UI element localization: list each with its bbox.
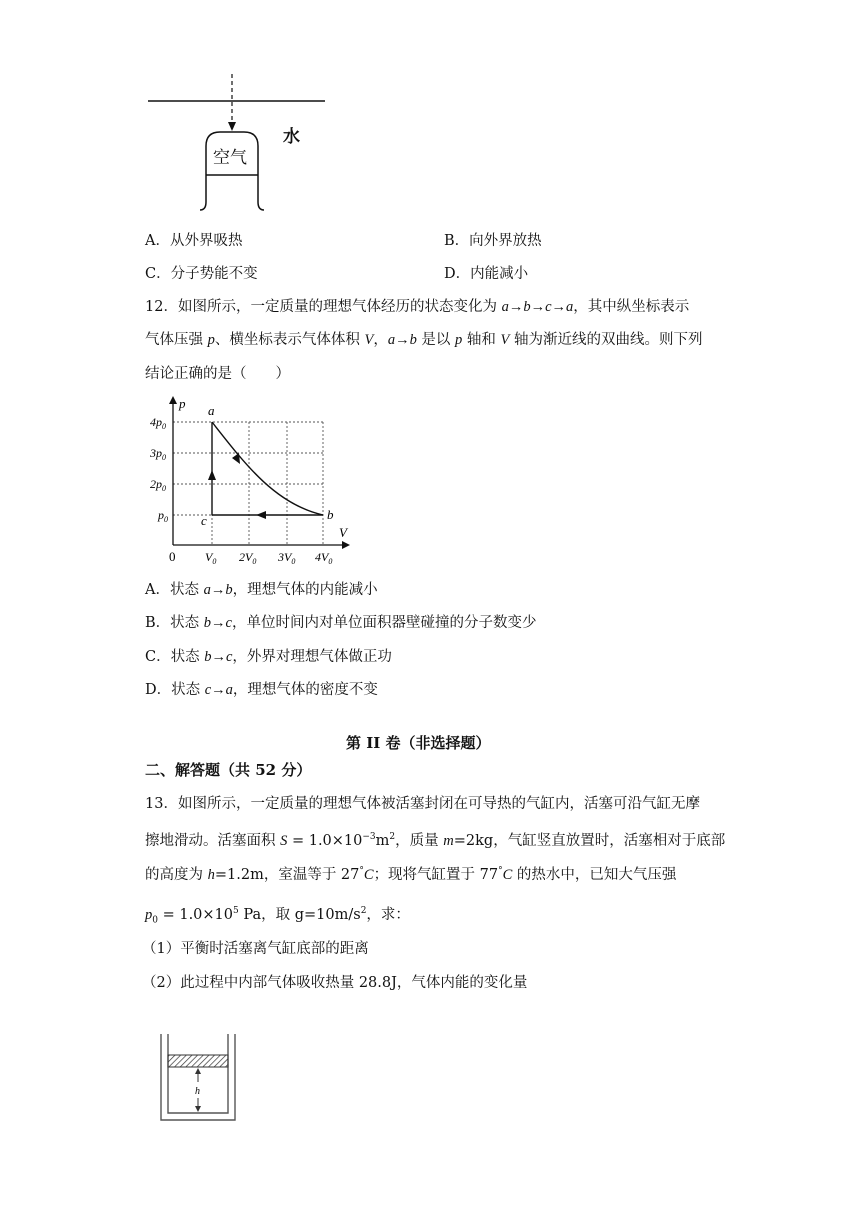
y-tick-2p0: $2p_0$ <box>150 477 166 493</box>
q12-line-2 <box>145 330 702 350</box>
q13-text: 的高度为 <box>145 866 208 883</box>
q13-text: ，求： <box>366 906 410 923</box>
x-tick-v0: $V_0$ <box>205 550 217 566</box>
height-label: h <box>195 1086 200 1097</box>
option-text: B．状态 <box>145 615 204 631</box>
option-text: ，单位时间内对单位面积器壁碰撞的分子数变少 <box>231 615 537 631</box>
a-to-b-arrow <box>232 453 240 464</box>
option-text: ，理想气体的密度不变 <box>232 682 378 698</box>
q11-option-d: D．内能减小 <box>444 266 529 282</box>
q13-line-3 <box>145 861 676 885</box>
q13-var: S <box>280 832 288 849</box>
q11-option-b: B．向外界放热 <box>444 233 542 249</box>
q12-text: 、横坐标表示气体体积 <box>214 332 365 348</box>
arrow-head <box>228 122 236 131</box>
section-title: 第 II 卷（非选择题） <box>346 734 491 752</box>
q13-line-2 <box>145 827 725 851</box>
q13-text: 擦地滑动。活塞面积 <box>145 832 281 849</box>
q12-var: V <box>364 332 374 348</box>
q13-exp: 2 <box>389 832 396 842</box>
y-tick-3p0: $3p_0$ <box>150 446 166 462</box>
piston <box>168 1055 228 1067</box>
q13-degree: ° <box>498 866 503 876</box>
water-label: 水 <box>283 127 300 147</box>
q12-text: 是以 <box>416 332 456 348</box>
y-tick-4p0: $4p_0$ <box>150 415 166 431</box>
q13-text: =2kg，气缸竖直放置时，活塞相对于底部 <box>453 832 726 849</box>
point-c-label: c <box>201 513 207 528</box>
q12-line-3: 结论正确的是（ ） <box>145 366 290 382</box>
section-heading: 二、解答题（共 52 分） <box>145 761 312 779</box>
point-a-label: a <box>208 403 215 418</box>
q12-var: p <box>207 332 215 348</box>
q13-text: ，取 g=10m/s <box>261 906 361 923</box>
v-axis-arrow <box>342 541 350 549</box>
y-tick-p0: $p_0$ <box>158 508 168 524</box>
q13-var: m <box>443 832 454 849</box>
v-axis-label: V <box>339 525 347 540</box>
q13-exp: −3 <box>362 832 376 842</box>
p-axis-arrow <box>169 396 177 404</box>
q13-text: = 1.0×10 <box>287 832 363 849</box>
q12-option-b <box>145 613 536 633</box>
q12-text: 轴和 <box>462 332 501 348</box>
option-process: a→b <box>203 582 233 598</box>
a-to-b-curve <box>212 422 323 515</box>
option-process: b→c <box>203 615 232 631</box>
q13-exp: 2 <box>360 906 367 916</box>
x-tick-3v0: $3V_0$ <box>278 550 296 566</box>
q13-var: p <box>145 906 153 923</box>
q13-text: ，质量 <box>395 832 444 849</box>
option-text: A．状态 <box>145 582 204 598</box>
option-text: ，外界对理想气体做正功 <box>232 649 392 665</box>
q13-sub: 0 <box>152 915 158 926</box>
x-tick-4v0: $4V_0$ <box>315 550 333 566</box>
p-axis-label: p <box>179 396 186 411</box>
q12-text: ，其中纵坐标表示 <box>573 299 690 315</box>
q12-line-1 <box>145 297 689 317</box>
q13-var: h <box>207 866 215 883</box>
b-to-c-arrow <box>256 511 266 519</box>
q12-var: V <box>500 332 510 348</box>
q13-degree: ° <box>359 866 364 876</box>
q13-var: C <box>502 866 513 883</box>
c-to-a-arrow <box>208 470 216 480</box>
origin-label: 0 <box>169 549 176 564</box>
option-process: c→a <box>204 682 233 698</box>
q12-var: a→b <box>387 332 417 348</box>
q13-sub-1: （1）平衡时活塞离气缸底部的距离 <box>142 941 369 957</box>
bell-right-hook <box>258 175 264 210</box>
option-process: b→c <box>204 649 233 665</box>
q12-option-c <box>145 647 392 667</box>
q11-option-a: A．从外界吸热 <box>145 233 243 249</box>
q13-unit: Pa <box>238 906 262 923</box>
q13-line-1: 13．如图所示，一定质量的理想气体被活塞封闭在可导热的气缸内，活塞可沿气缸无摩 <box>145 796 700 812</box>
q13-exp: 5 <box>233 906 239 916</box>
q12-text: 12．如图所示，一定质量的理想气体经历的状态变化为 <box>145 299 502 315</box>
q12-text: 轴为渐近线的双曲线。则下列 <box>509 332 703 348</box>
q12-process: a→b→c→a <box>501 299 574 315</box>
q13-sub-2: （2）此过程中内部气体吸收热量 28.8J，气体内能的变化量 <box>142 975 528 991</box>
q12-var: p <box>455 332 463 348</box>
q11-option-c: C．分子势能不变 <box>145 266 258 282</box>
q13-text: = 1.0×10 <box>157 906 234 923</box>
graph-grid <box>173 422 323 545</box>
q12-text: ， <box>373 332 388 348</box>
q13-text: ；现将气缸置于 77 <box>373 866 499 883</box>
bell-left-hook <box>200 175 206 210</box>
x-tick-2v0: $2V_0$ <box>239 550 257 566</box>
option-text: D．状态 <box>145 682 205 698</box>
q12-text: 气体压强 <box>145 332 208 348</box>
q13-text: =1.2m，室温等于 27 <box>214 866 360 883</box>
q13-line-4 <box>145 901 410 931</box>
q12-option-a <box>145 580 378 600</box>
q13-text: 的热水中，已知大气压强 <box>512 866 677 883</box>
q13-var: C <box>363 866 374 883</box>
air-label: 空气 <box>213 148 247 168</box>
cylinder-figure <box>158 1032 240 1124</box>
option-text: C．状态 <box>145 649 205 665</box>
pv-graph <box>150 394 360 566</box>
q12-option-d <box>145 680 378 700</box>
point-b-label: b <box>327 507 334 522</box>
q13-unit: m <box>375 832 390 849</box>
option-text: ，理想气体的内能减小 <box>232 582 378 598</box>
